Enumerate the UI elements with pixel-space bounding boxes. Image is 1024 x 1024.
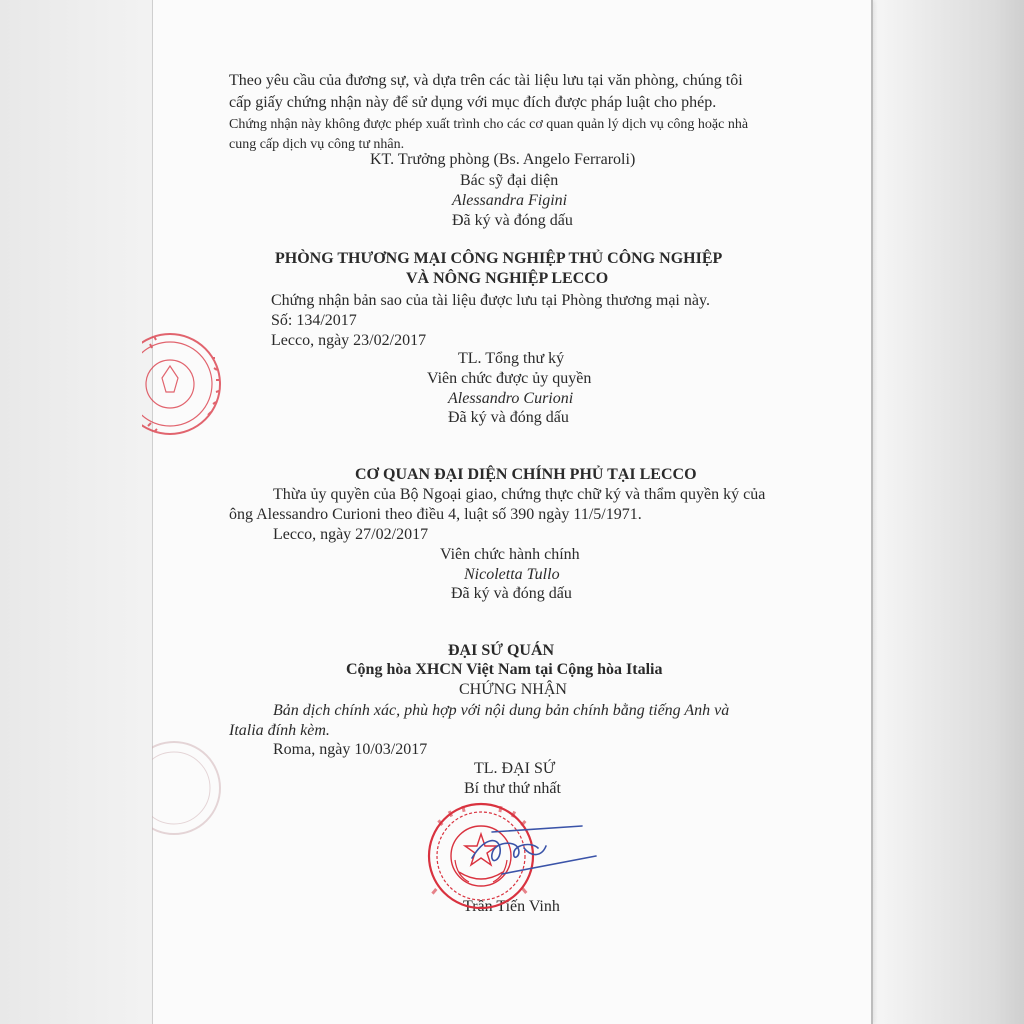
p1-sign-note: Đã ký và đóng dấu — [452, 212, 573, 229]
handwritten-signature — [462, 818, 602, 888]
p4-heading3: CHỨNG NHẬN — [459, 681, 567, 698]
scan-edge-right — [872, 0, 1024, 1024]
p3-date: Lecco, ngày 27/02/2017 — [273, 526, 429, 543]
p4-sign-name: Trần Tiến Vinh — [463, 898, 560, 915]
p1-sign-role: Bác sỹ đại diện — [460, 172, 559, 189]
p2-number: Số: 134/2017 — [271, 312, 357, 329]
p3-line1: Thừa ủy quyền của Bộ Ngoại giao, chứng thực chữ ký và thẩm quyền ký của — [273, 486, 766, 503]
p4-heading2: Cộng hòa XHCN Việt Nam tại Cộng hòa Italia — [346, 661, 663, 678]
p1-line2: cấp giấy chứng nhận này để sử dụng với mục đích được pháp luật cho phép. — [229, 94, 717, 111]
p2-sign-title: TL. Tổng thư ký — [458, 350, 565, 367]
p1-line3: Chứng nhận này không được phép xuất trình cho các cơ quan quản lý dịch vụ công hoặc nhà — [229, 117, 749, 132]
p2-line1: Chứng nhận bản sao của tài liệu được lưu tại Phòng thương mại này. — [271, 292, 710, 309]
p1-sign-title: KT. Trưởng phòng (Bs. Angelo Ferraroli) — [370, 151, 636, 168]
scan-edge-left — [0, 0, 160, 1024]
p3-sign-name: Nicoletta Tullo — [464, 566, 560, 583]
p2-sign-role: Viên chức được ủy quyền — [427, 370, 592, 387]
p4-line2: Italia đính kèm. — [229, 722, 330, 739]
p4-line1: Bản dịch chính xác, phù hợp với nội dung bản chính bằng tiếng Anh và — [273, 702, 730, 719]
p3-sign-note: Đã ký và đóng dấu — [451, 585, 572, 602]
p1-line4: cung cấp dịch vụ công tư nhân. — [229, 137, 405, 152]
p4-sign-title: TL. ĐẠI SỨ — [474, 760, 556, 777]
margin-seal-stamp — [142, 318, 226, 448]
p3-sign-role: Viên chức hành chính — [440, 546, 580, 563]
p2-sign-note: Đã ký và đóng dấu — [448, 409, 569, 426]
faded-seal-stamp — [152, 728, 232, 848]
p2-date: Lecco, ngày 23/02/2017 — [271, 332, 427, 349]
p3-heading: CƠ QUAN ĐẠI DIỆN CHÍNH PHỦ TẠI LECCO — [355, 466, 697, 483]
p2-sign-name: Alessandro Curioni — [448, 390, 574, 407]
p1-sign-name: Alessandra Figini — [452, 192, 568, 209]
p4-heading1: ĐẠI SỨ QUÁN — [448, 642, 555, 659]
p4-sign-role: Bí thư thứ nhất — [464, 780, 561, 797]
p4-date: Roma, ngày 10/03/2017 — [273, 741, 428, 758]
p2-heading2: VÀ NÔNG NGHIỆP LECCO — [406, 270, 609, 287]
p2-heading1: PHÒNG THƯƠNG MẠI CÔNG NGHIỆP THỦ CÔNG NGHIỆP — [275, 250, 723, 267]
p3-line2: ông Alessandro Curioni theo điều 4, luật số 390 ngày 11/5/1971. — [229, 506, 642, 523]
p1-line1: Theo yêu cầu của đương sự, và dựa trên các tài liệu lưu tại văn phòng, chúng tôi — [229, 72, 743, 89]
